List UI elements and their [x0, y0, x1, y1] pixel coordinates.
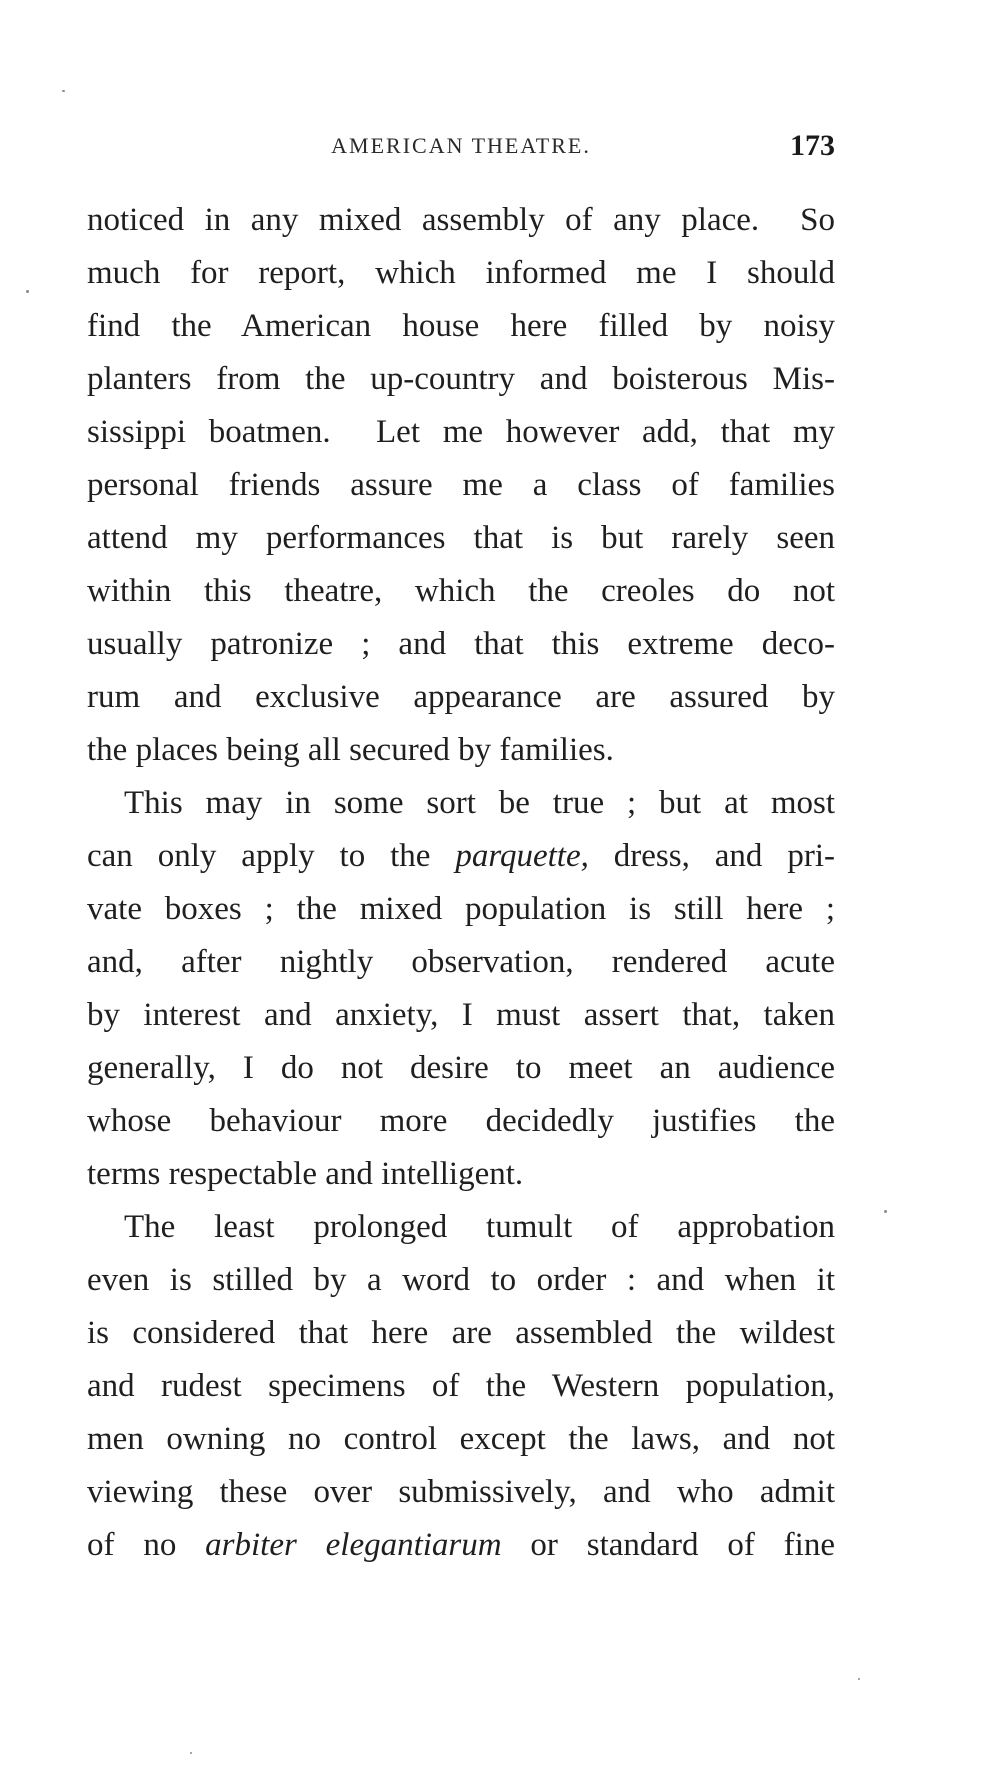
text-run: or standard of fine — [501, 1527, 835, 1563]
text-line: men owning no control except the laws, and not — [87, 1421, 835, 1457]
text-line: planters from the up-country and boisterous Mis- — [87, 361, 835, 397]
text-line-mixed — [87, 1519, 835, 1572]
text-line: terms respectable and intelligent. — [87, 1156, 524, 1192]
paragraph-3 — [87, 1201, 835, 1572]
text-line: This may in some sort be true ; but at most — [124, 785, 835, 821]
paper-speck — [190, 1752, 192, 1754]
italic-run: parquette, — [455, 838, 589, 874]
page-number: 173 — [790, 129, 835, 162]
text-line: and rudest specimens of the Western population, — [87, 1368, 835, 1404]
text-run: dress, and pri- — [588, 838, 835, 874]
italic-run: arbiter elegantiarum — [205, 1527, 502, 1563]
text-line: even is stilled by a word to order : and when it — [87, 1262, 835, 1298]
text-line: personal friends assure me a class of families — [87, 467, 835, 503]
text-line: noticed in any mixed assembly of any place. So — [87, 202, 835, 238]
text-line: attend my performances that is but rarely seen — [87, 520, 835, 556]
text-line: by interest and anxiety, I must assert that, taken — [87, 997, 835, 1033]
paragraph-1 — [87, 194, 835, 777]
text-line: The least prolonged tumult of approbation — [124, 1209, 835, 1245]
text-line: rum and exclusive appearance are assured by — [87, 679, 835, 715]
text-line: within this theatre, which the creoles do not — [87, 573, 835, 609]
text-line: generally, I do not desire to meet an audience — [87, 1050, 835, 1086]
paper-speck — [62, 90, 65, 92]
paper-speck — [26, 290, 29, 293]
text-run: can only apply to the — [87, 838, 456, 874]
running-title: AMERICAN THEATRE. — [331, 133, 591, 158]
text-line: is considered that here are assembled the wildest — [87, 1315, 835, 1351]
body-text — [87, 194, 835, 1572]
running-head — [87, 129, 835, 173]
text-line: vate boxes ; the mixed population is still here ; — [87, 891, 835, 927]
text-line: viewing these over submissively, and who admit — [87, 1474, 835, 1510]
text-line: usually patronize ; and that this extreme deco- — [87, 626, 835, 662]
paper-speck — [884, 1210, 887, 1213]
text-line: and, after nightly observation, rendered acute — [87, 944, 835, 980]
paper-speck — [858, 1678, 860, 1680]
text-line: find the American house here filled by noisy — [87, 308, 835, 344]
text-line: much for report, which informed me I should — [87, 255, 835, 291]
text-line: whose behaviour more decidedly justifies the — [87, 1103, 835, 1139]
text-line-mixed — [87, 830, 835, 883]
paragraph-2 — [87, 777, 835, 1201]
text-run: of no — [87, 1527, 206, 1563]
text-line: the places being all secured by families. — [87, 732, 614, 768]
text-line: sissippi boatmen. Let me however add, that my — [87, 414, 835, 450]
